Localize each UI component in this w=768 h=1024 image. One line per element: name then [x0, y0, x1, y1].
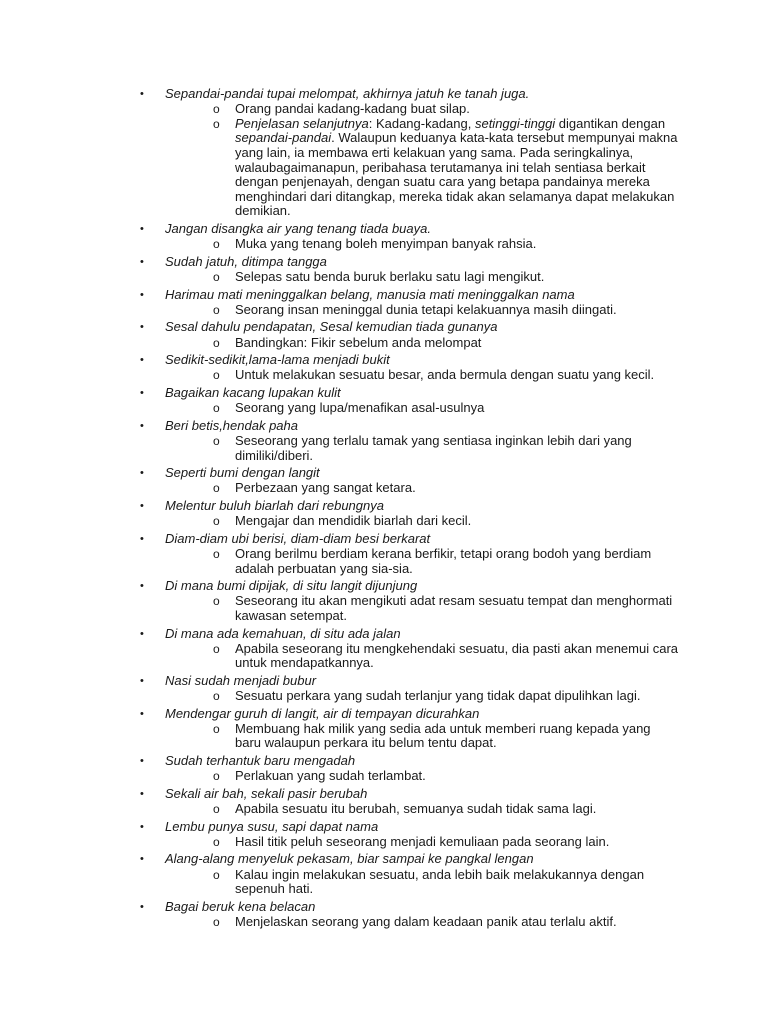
explanation-list [0, 368, 768, 383]
circle-bullet-icon: o [213, 116, 220, 131]
circle-bullet-icon: o [213, 546, 220, 561]
explanation-text: Perbezaan yang sangat ketara. [235, 480, 416, 496]
proverb-text: Beri betis,hendak paha [165, 417, 298, 433]
explanation-item [0, 642, 768, 671]
circle-bullet-icon: o [213, 237, 220, 252]
proverb-item [0, 254, 768, 287]
explanation-item [0, 434, 768, 463]
proverb-text: Harimau mati meninggalkan belang, manusia mati meninggalkan nama [165, 286, 575, 302]
bullet-icon: • [140, 707, 144, 720]
proverb-text: Alang-alang menyeluk pekasam, biar sampai ke pangkal lengan [165, 851, 534, 867]
circle-bullet-icon: o [213, 102, 220, 117]
explanation-item [0, 769, 768, 784]
explanation-text: Apabila sesuatu itu berubah, semuanya sudah tidak sama lagi. [235, 801, 597, 817]
explanation-text: Orang berilmu berdiam kerana berfikir, tetapi orang bodoh yang berdiam adalah perbuatan yang sia-sia. [235, 545, 652, 576]
bullet-icon: • [140, 755, 144, 768]
explanation-item [0, 802, 768, 817]
explanation-item [0, 102, 768, 117]
explanation-text: Apabila seseorang itu mengkehendaki sesuatu, dia pasti akan menemui cara untuk mendapatkannya. [235, 640, 678, 671]
explanation-list [0, 722, 768, 751]
explanation-item [0, 481, 768, 496]
explanation-list [0, 915, 768, 930]
bullet-icon: • [140, 288, 144, 301]
bullet-icon: • [140, 386, 144, 399]
bullet-icon: • [140, 88, 144, 100]
proverb-text: Jangan disangka air yang tenang tiada buaya. [165, 220, 431, 236]
proverb-text: Lembu punya susu, sapi dapat nama [165, 818, 379, 834]
explanation-text: Muka yang tenang boleh menyimpan banyak rahsia. [235, 236, 537, 252]
circle-bullet-icon: o [213, 867, 220, 882]
proverb-text: Melentur buluh biarlah dari rebungnya [165, 497, 384, 513]
explanation-text: Selepas satu benda buruk berlaku satu lagi mengikut. [235, 268, 545, 284]
explanation-item [0, 689, 768, 704]
bullet-icon: • [140, 820, 144, 833]
explanation-list [0, 237, 768, 252]
explanation-text: Perlakuan yang sudah terlambat. [235, 768, 426, 784]
circle-bullet-icon: o [213, 721, 220, 736]
bullet-icon: • [140, 532, 144, 545]
proverb-text: Di mana bumi dipijak, di situ langit dijunjung [165, 578, 418, 594]
proverb-text: Bagai beruk kena belacan [165, 898, 316, 914]
explanation-list [0, 547, 768, 576]
explanation-item [0, 594, 768, 623]
bullet-icon: • [140, 222, 144, 235]
bullet-icon: • [140, 255, 144, 268]
circle-bullet-icon: o [213, 302, 220, 317]
explanation-text: Mengajar dan mendidik biarlah dari kecil. [235, 513, 472, 529]
proverb-item [0, 86, 768, 221]
circle-bullet-icon: o [213, 689, 220, 704]
circle-bullet-icon: o [213, 514, 220, 529]
explanation-item [0, 368, 768, 383]
proverb-item [0, 786, 768, 819]
circle-bullet-icon: o [213, 641, 220, 656]
proverb-text: Bagaikan kacang lupakan kulit [165, 384, 341, 400]
circle-bullet-icon: o [213, 915, 220, 930]
proverb-text: Diam-diam ubi berisi, diam-diam besi berkarat [165, 530, 431, 546]
proverb-list [0, 86, 768, 932]
explanation-segment: sepandai-pandai [235, 130, 332, 146]
bullet-icon: • [140, 627, 144, 640]
proverb-item [0, 851, 768, 898]
explanation-text: Untuk melakukan sesuatu besar, anda bermula dengan suatu yang kecil. [235, 367, 655, 383]
circle-bullet-icon: o [213, 834, 220, 849]
bullet-icon: • [140, 321, 144, 334]
explanation-list [0, 689, 768, 704]
proverb-item [0, 819, 768, 852]
document-page [0, 86, 768, 932]
bullet-icon: • [140, 467, 144, 480]
proverb-item [0, 673, 768, 706]
proverb-item [0, 287, 768, 320]
explanation-text: Sesuatu perkara yang sudah terlanjur yang tidak dapat dipulihkan lagi. [235, 688, 641, 704]
proverb-item [0, 753, 768, 786]
proverb-text: Mendengar guruh di langit, air di tempayan dicurahkan [165, 705, 480, 721]
proverb-item [0, 385, 768, 418]
circle-bullet-icon: o [213, 269, 220, 284]
explanation-list [0, 835, 768, 850]
explanation-segment: : Kadang-kadang, [368, 115, 475, 131]
proverb-item [0, 221, 768, 254]
explanation-item [0, 401, 768, 416]
explanation-text: Seorang insan meninggal dunia tetapi kelakuannya masih diingati. [235, 301, 617, 317]
proverb-text: Sudah jatuh, ditimpa tangga [165, 253, 327, 269]
proverb-item [0, 319, 768, 352]
proverb-text: Seperti bumi dengan langit [165, 465, 320, 481]
explanation-text: Seseorang itu akan mengikuti adat resam sesuatu tempat dan menghormati kawasan setempat. [235, 593, 673, 623]
explanation-item [0, 915, 768, 930]
explanation-list [0, 481, 768, 496]
explanation-list [0, 434, 768, 463]
explanation-item [0, 868, 768, 897]
bullet-icon: • [140, 354, 144, 367]
bullet-icon: • [140, 787, 144, 800]
circle-bullet-icon: o [213, 594, 220, 609]
proverb-item [0, 531, 768, 578]
circle-bullet-icon: o [213, 802, 220, 817]
proverb-item [0, 626, 768, 673]
explanation-text: Seorang yang lupa/menafikan asal-usulnya [235, 400, 485, 416]
explanation-list [0, 642, 768, 671]
explanation-list [0, 270, 768, 285]
explanation-list [0, 303, 768, 318]
circle-bullet-icon: o [213, 401, 220, 416]
explanation-list [0, 401, 768, 416]
proverb-item [0, 899, 768, 932]
explanation-item [0, 270, 768, 285]
bullet-icon: • [140, 674, 144, 687]
explanation-segment: . Walaupun keduanya kata-kata tersebut mempunyai makna yang lain, ia membawa erti kelakuan yang sama. Pada seringkalinya, walaubagaimanapun, peribahasa terutamanya ini telah sentiasa berkait dengan penjenayah, dengan suatu cara yang betapa pandainya mereka menghindari dari ditangkap, mereka tidak akan selamanya dapat melakukan demikian. [235, 130, 678, 219]
circle-bullet-icon: o [213, 335, 220, 350]
explanation-list [0, 802, 768, 817]
proverb-item [0, 465, 768, 498]
proverb-text: Sudah terhantuk baru mengadah [165, 753, 356, 769]
explanation-list [0, 868, 768, 897]
explanation-segment: Penjelasan selanjutnya [235, 115, 369, 131]
proverb-text: Nasi sudah menjadi bubur [165, 672, 317, 688]
circle-bullet-icon: o [213, 433, 220, 448]
proverb-item [0, 352, 768, 385]
explanation-text: Kalau ingin melakukan sesuatu, anda lebih baik melakukannya dengan sepenuh hati. [235, 866, 645, 897]
proverb-text: Sekali air bah, sekali pasir berubah [165, 785, 368, 801]
bullet-icon: • [140, 419, 144, 432]
explanation-text: Menjelaskan seorang yang dalam keadaan panik atau terlalu aktif. [235, 914, 617, 930]
explanation-item [0, 835, 768, 850]
explanation-item [0, 336, 768, 351]
explanation-item [0, 547, 768, 576]
bullet-icon: • [140, 580, 144, 593]
explanation-text: Seseorang yang terlalu tamak yang sentiasa inginkan lebih dari yang dimiliki/diberi. [235, 432, 632, 463]
explanation-text: Membuang hak milik yang sedia ada untuk memberi ruang kepada yang baru walaupun perkara itu belum tentu dapat. [235, 720, 651, 751]
proverb-item [0, 706, 768, 753]
bullet-icon: • [140, 900, 144, 913]
explanation-list [0, 594, 768, 623]
explanation-list [0, 514, 768, 529]
circle-bullet-icon: o [213, 481, 220, 496]
proverb-item [0, 578, 768, 625]
explanation-list [0, 336, 768, 351]
explanation-item [0, 303, 768, 318]
explanation-text: Bandingkan: Fikir sebelum anda melompat [235, 334, 482, 350]
proverb-item [0, 418, 768, 465]
explanation-segment: digantikan dengan [555, 115, 666, 131]
proverb-text: Sepandai-pandai tupai melompat, akhirnya jatuh ke tanah juga. [165, 86, 530, 101]
explanation-text: Hasil titik peluh seseorang menjadi kemuliaan pada seorang lain. [235, 833, 610, 849]
proverb-text: Sedikit-sedikit,lama-lama menjadi bukit [165, 352, 390, 368]
explanation-segment: setinggi-tinggi [474, 115, 556, 131]
explanation-item [0, 514, 768, 529]
explanation-list [0, 102, 768, 219]
proverb-text: Sesal dahulu pendapatan, Sesal kemudian tiada gunanya [165, 319, 498, 335]
explanation-list [0, 769, 768, 784]
bullet-icon: • [140, 499, 144, 512]
proverb-text: Di mana ada kemahuan, di situ ada jalan [165, 625, 401, 641]
explanation-item [0, 722, 768, 751]
explanation-item [0, 237, 768, 252]
circle-bullet-icon: o [213, 368, 220, 383]
proverb-item [0, 498, 768, 531]
explanation-item [0, 117, 768, 219]
explanation-text: Orang pandai kadang-kadang buat silap. [235, 101, 470, 117]
bullet-icon: • [140, 853, 144, 866]
circle-bullet-icon: o [213, 769, 220, 784]
